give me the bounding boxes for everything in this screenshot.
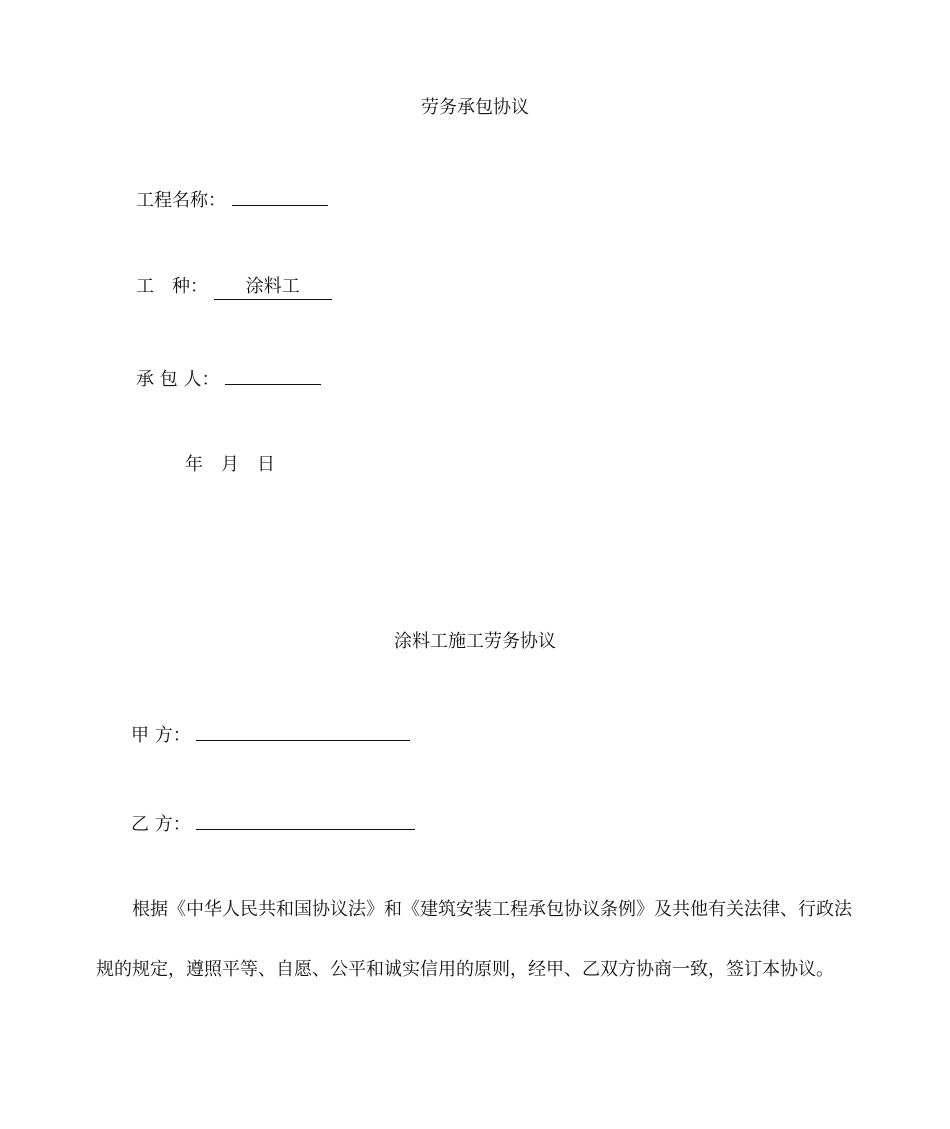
cover-title: 劳务承包协议 — [421, 97, 529, 118]
party-a-label: 甲 方： — [131, 725, 191, 746]
party-b-label: 乙 方： — [131, 814, 191, 835]
party-b-line — [131, 809, 415, 837]
trade-value: 涂料工 — [214, 275, 332, 300]
contractor-blank — [225, 364, 321, 385]
project-name-blank — [232, 185, 328, 206]
date-line: 年 月 日 — [185, 454, 275, 475]
preamble-paragraph: 根据《中华人民共和国协议法》和《建筑安装工程承包协议条例》及共他有关法律、行政法规的规定，遵照平等、自愿、公平和诚实信用的原则，经甲、乙双方协商一致，签订本协议。 — [96, 899, 852, 980]
contractor-line — [136, 364, 321, 392]
project-name-label: 工程名称： — [136, 190, 226, 211]
contractor-label: 承 包 人： — [136, 369, 220, 390]
party-a-line — [131, 720, 410, 748]
agreement-title: 涂料工施工劳务协议 — [394, 631, 556, 652]
project-name-line — [136, 185, 328, 213]
trade-label: 工 种： — [136, 276, 208, 297]
trade-line — [136, 275, 332, 300]
party-a-blank — [196, 720, 410, 741]
party-b-blank — [196, 809, 415, 830]
